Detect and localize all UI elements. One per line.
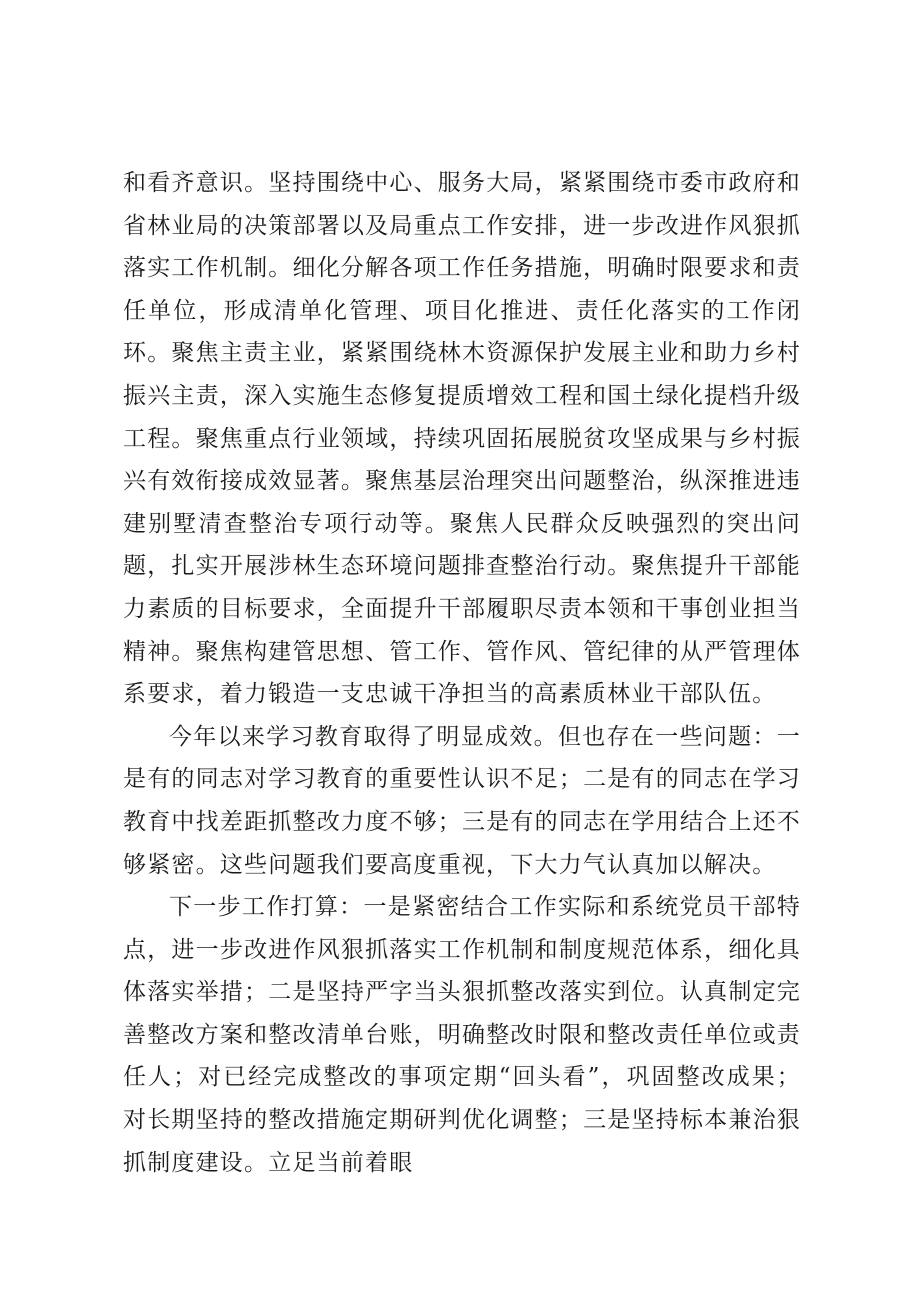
paragraph-problems: 今年以来学习教育取得了明显成效。但也存在一些问题：一是有的同志对学习教育的重要性认识不足；二是有的同志在学习教育中找差距抓整改力度不够；三是有的同志在学用结合上还不够紧密。这些问题我们要高度重视，下大力气认真加以解决。 [123, 723, 801, 878]
document-body [123, 162, 801, 1184]
paragraph-next-steps: 下一步工作打算：一是紧密结合工作实际和系统党员干部特点，进一步改进作风狠抓落实工作机制和制度规范体系，细化具体落实举措；二是坚持严字当头狠抓整改落实到位。认真制定完善整改方案和整改清单台账，明确整改时限和整改责任单位或责任人；对已经完成整改的事项定期“回头看”，巩固整改成果；对长期坚持的整改措施定期研判优化调整；三是坚持标本兼治狠抓制度建设。立足当前着眼 [123, 894, 801, 1176]
paragraph-continued: 和看齐意识。坚持围绕中心、服务大局，紧紧围绕市委市政府和省林业局的决策部署以及局重点工作安排，进一步改进作风狠抓落实工作机制。细化分解各项工作任务措施，明确时限要求和责任单位，形成清单化管理、项目化推进、责任化落实的工作闭环。聚焦主责主业，紧紧围绕林木资源保护发展主业和助力乡村振兴主责，深入实施生态修复提质增效工程和国土绿化提档升级工程。聚焦重点行业领域，持续巩固拓展脱贫攻坚成果与乡村振兴有效衔接成效显著。聚焦基层治理突出问题整治，纵深推进违建别墅清查整治专项行动等。聚焦人民群众反映强烈的突出问题，扎实开展涉林生态环境问题排查整治行动。聚焦提升干部能力素质的目标要求，全面提升干部履职尽责本领和干事创业担当精神。聚焦构建管思想、管工作、管作风、管纪律的从严管理体系要求，着力锻造一支忠诚干净担当的高素质林业干部队伍。 [123, 170, 801, 708]
